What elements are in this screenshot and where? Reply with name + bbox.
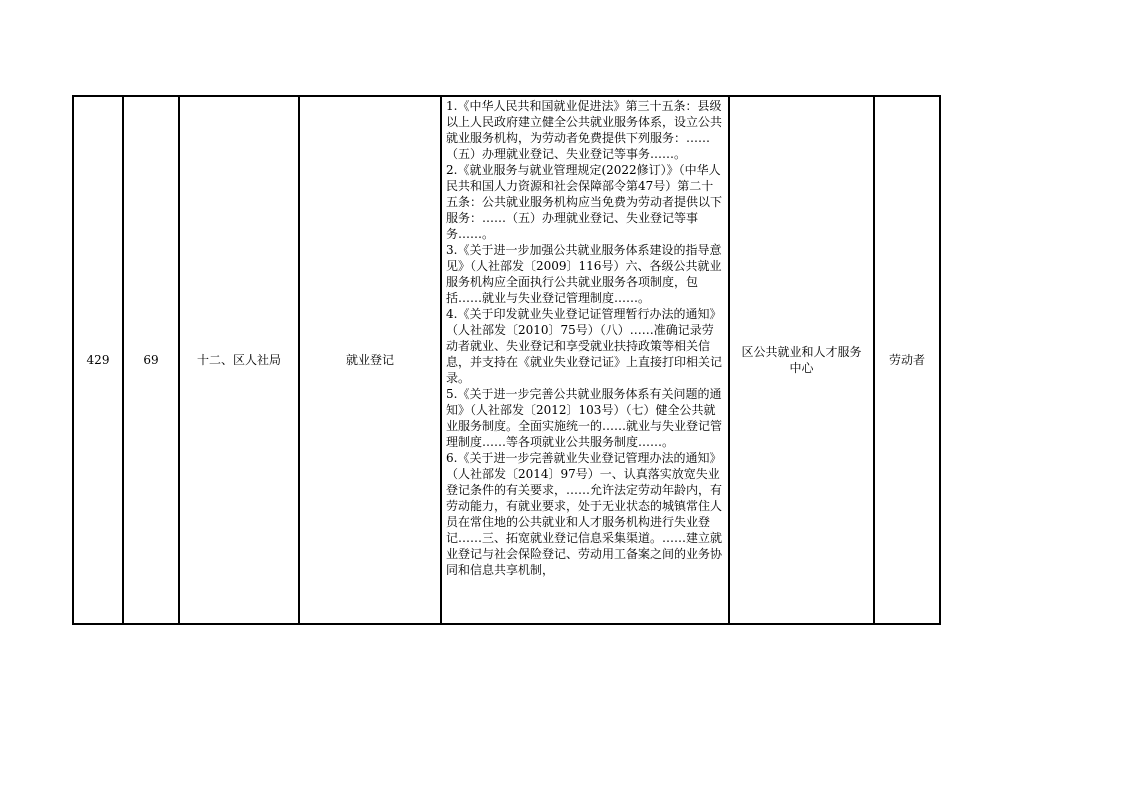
legal-basis-cell (441, 96, 729, 624)
responsible-unit-cell: 区公共就业和人才服务中心 (729, 96, 874, 624)
item-name-cell: 就业登记 (299, 96, 441, 624)
legal-basis-item: 1.《中华人民共和国就业促进法》第三十五条：县级以上人民政府建立健全公共就业服务体系，设立公共就业服务机构，为劳动者免费提供下列服务：……（五）办理就业登记、失业登记等事务……。 (446, 99, 723, 161)
legal-basis-item: 4.《关于印发就业失业登记证管理暂行办法的通知》（人社部发〔2010〕75号）（八）……准确记录劳动者就业、失业登记和享受就业扶持政策等相关信息，并支持在《就业失业登记证》上直接打印相关记录。 (446, 307, 723, 385)
legal-basis-item: 2.《就业服务与就业管理规定(2022修订）》（中华人民共和国人力资源和社会保障部令第47号）第二十五条：公共就业服务机构应当免费为劳动者提供以下服务：……（五）办理就业登记、失业登记等事务……。 (446, 163, 723, 241)
sub-seq-cell: 69 (123, 96, 179, 624)
legal-basis-item: 6.《关于进一步完善就业失业登记管理办法的通知》（人社部发〔2014〕97号）一、认真落实放宽失业登记条件的有关要求，……允许法定劳动年龄内，有劳动能力，有就业要求，处于无业状态的城镇常住人员在常住地的公共就业和人才服务机构进行失业登记……三、拓宽就业登记信息采集渠道。……建立就业登记与社会保险登记、劳动用工备案之间的业务协同和信息共享机制， (446, 451, 723, 577)
legal-basis-item: 3.《关于进一步加强公共就业服务体系建设的指导意见》（人社部发〔2009〕116号）六、各级公共就业服务机构应全面执行公共就业服务各项制度，包括……就业与失业登记管理制度……。 (446, 243, 722, 305)
service-object-cell: 劳动者 (874, 96, 940, 624)
legal-basis-item: 5.《关于进一步完善公共就业服务体系有关问题的通知》（人社部发〔2012〕103号）（七）健全公共就业服务制度。全面实施统一的……就业与失业登记管理制度……等各项就业公共服务制度……。 (446, 387, 723, 449)
department-cell: 十二、区人社局 (179, 96, 299, 624)
seq-cell: 429 (73, 96, 123, 624)
service-item-table (72, 95, 941, 625)
table-row (73, 96, 940, 624)
